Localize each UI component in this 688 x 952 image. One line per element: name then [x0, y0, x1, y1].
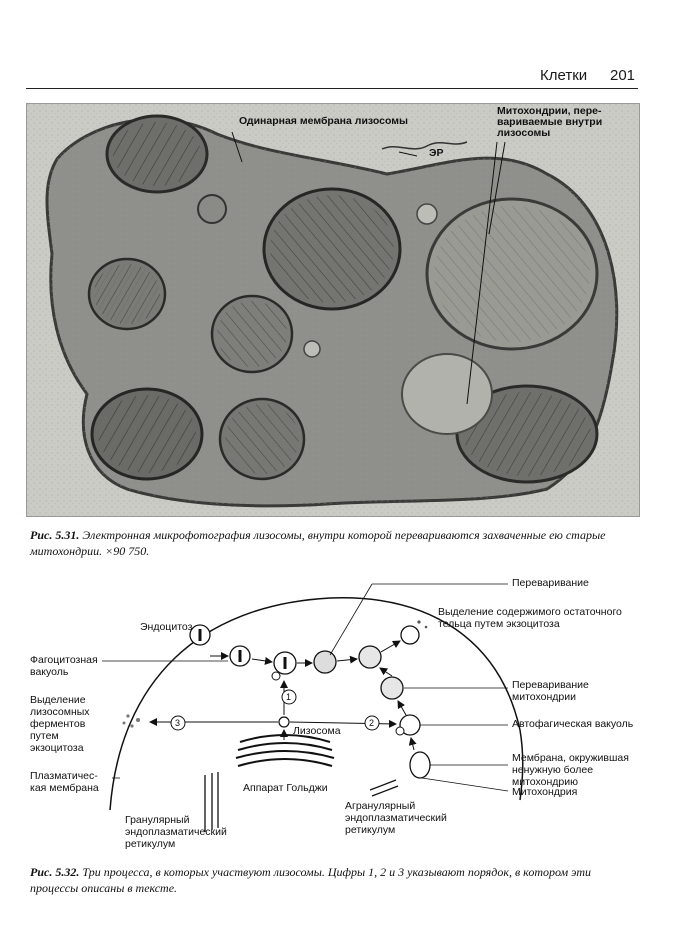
exocytosis-vesicle	[401, 626, 419, 644]
micrograph-drawing	[27, 104, 639, 516]
label-autophagic-vacuole: Автофагическая вакуоль	[512, 718, 634, 730]
label-lysosome: Лизосома	[293, 725, 341, 737]
label-er: ЭР	[429, 147, 444, 159]
header-rule	[26, 88, 638, 89]
label-exocytosis-residual: Выделение содержимого остаточного тельца путем экзоцитоза	[438, 606, 622, 630]
label-agranular-er: Агранулярный эндоплазматический ретикулум	[345, 800, 447, 836]
label-mitochondria-digested: Митохондрии, пере- вариваемые внутри лизосомы	[497, 105, 603, 139]
primary-lysosome	[279, 717, 289, 727]
lysosome-processes-diagram	[0, 560, 688, 860]
secondary-lysosome	[314, 651, 336, 673]
mito-digestion-vacuole	[381, 677, 403, 699]
label-number-3: 3	[175, 718, 181, 728]
figure-5-32-text: Три процесса, в которых участвуют лизосомы. Цифры 1, 2 и 3 указывают порядок, в котором эти процессы описаны в тексте.	[30, 865, 591, 895]
lysosome-micrograph	[26, 103, 640, 517]
label-mito-digestion: Переваривание митохондрии	[512, 679, 589, 703]
running-header-title: Клетки	[540, 67, 588, 84]
label-digestion: Переваривание	[512, 577, 589, 589]
label-phagocytic-vacuole: Фагоцитозная вакуоль	[30, 654, 98, 678]
figure-5-32-caption	[30, 864, 636, 896]
mitochondrion-9	[402, 354, 492, 434]
label-single-membrane: Одинарная мембрана лизосомы	[239, 115, 408, 127]
figure-5-32-number: Рис. 5.32.	[30, 865, 80, 879]
figure-5-31-text: Электронная микрофотография лизосомы, внутри которой перевариваются захваченные ею старые митохондрии. ×90 750.	[30, 528, 606, 558]
residual-body	[359, 646, 381, 668]
label-number-2: 2	[369, 718, 375, 728]
label-golgi: Аппарат Гольджи	[243, 782, 328, 794]
label-enzyme-secretion: Выделение лизосомных ферментов путем экзоцитоза	[30, 694, 90, 754]
label-number-1: 1	[286, 692, 292, 702]
page-number: 201	[610, 67, 636, 84]
enclosed-mitochondrion	[410, 752, 430, 778]
label-granular-er: Гранулярный эндоплазматический ретикулум	[125, 814, 227, 850]
label-membrane-enclosing: Мембрана, окружившая ненужную более митохондрию	[512, 752, 629, 788]
label-mitochondrion: Митохондрия	[512, 786, 578, 798]
label-endocytosis: Эндоцитоз	[140, 621, 193, 633]
label-plasma-membrane: Плазматичес- кая мембрана	[30, 770, 99, 794]
figure-5-31-number: Рис. 5.31.	[30, 528, 80, 542]
figure-5-31-caption	[30, 527, 636, 559]
